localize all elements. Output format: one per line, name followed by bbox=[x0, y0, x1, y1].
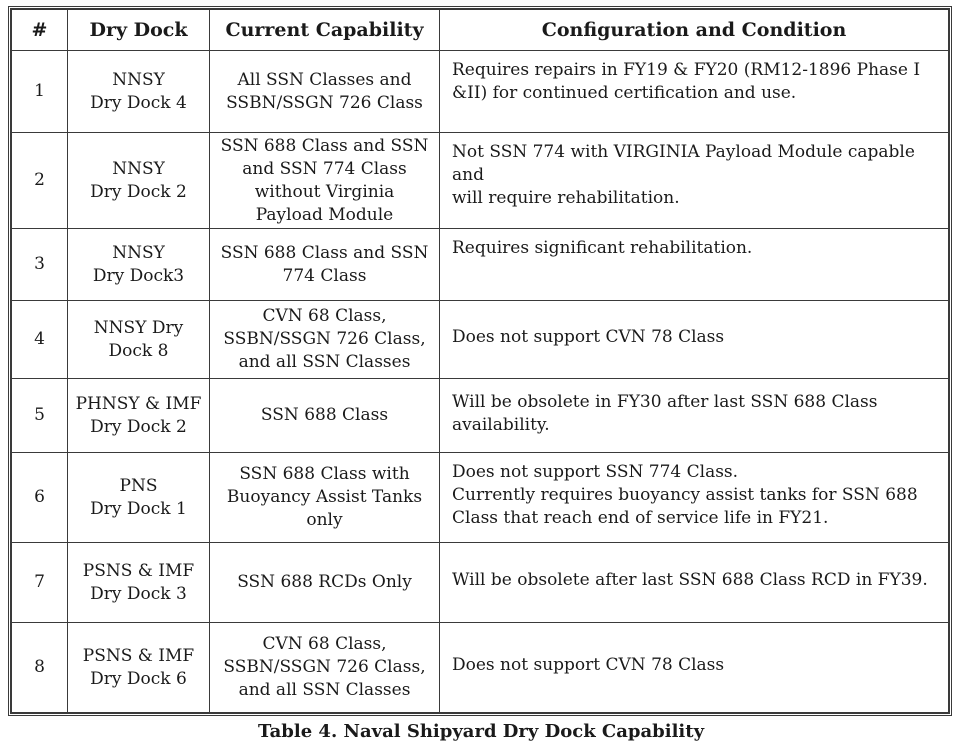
capability-cell bbox=[210, 229, 440, 301]
capability-line: SSN 688 Class with bbox=[239, 464, 410, 484]
dry-dock-cell bbox=[68, 543, 210, 623]
configuration-cell bbox=[440, 623, 949, 713]
dry-dock-cell bbox=[68, 453, 210, 543]
table-row bbox=[12, 229, 949, 301]
configuration-cell bbox=[440, 543, 949, 623]
row-number: 2 bbox=[12, 133, 68, 229]
table-row bbox=[12, 301, 949, 379]
capability-line: SSBN/SSGN 726 Class, bbox=[223, 329, 426, 349]
table-row bbox=[12, 623, 949, 713]
configuration-line: Does not support CVN 78 Class bbox=[452, 655, 725, 675]
configuration-line: Class that reach end of service life in FY21. bbox=[452, 508, 829, 528]
capability-cell bbox=[210, 301, 440, 379]
configuration-cell bbox=[440, 379, 949, 453]
configuration-cell bbox=[440, 453, 949, 543]
table-row bbox=[12, 453, 949, 543]
capability-line: Payload Module bbox=[255, 204, 394, 225]
table-row bbox=[12, 379, 949, 453]
capability-line: and all SSN Classes bbox=[238, 352, 411, 372]
capability-cell bbox=[210, 453, 440, 543]
row-number: 6 bbox=[12, 453, 68, 543]
table-row bbox=[12, 543, 949, 623]
capability-line: CVN 68 Class, bbox=[262, 634, 387, 654]
capability-line: 774 Class bbox=[282, 265, 367, 286]
configuration-line: Does not support CVN 78 Class bbox=[452, 327, 725, 347]
configuration-line: Not SSN 774 with VIRGINIA Payload Module capable and bbox=[452, 142, 915, 185]
dry-dock-cell bbox=[68, 379, 210, 453]
dry-dock-cell bbox=[68, 229, 210, 301]
header-current-capability: Current Capability bbox=[210, 10, 440, 51]
dock-line: Dry Dock 4 bbox=[90, 92, 187, 113]
capability-cell bbox=[210, 379, 440, 453]
configuration-cell bbox=[440, 51, 949, 133]
capability-cell bbox=[210, 51, 440, 133]
dock-line: Dry Dock 2 bbox=[90, 416, 187, 437]
dock-line: Dry Dock 3 bbox=[90, 583, 187, 604]
configuration-line: availability. bbox=[452, 414, 550, 435]
capability-line: SSN 688 Class and SSN bbox=[220, 135, 429, 156]
configuration-line: Will be obsolete after last SSN 688 Class RCD in FY39. bbox=[452, 570, 928, 590]
configuration-line: will require rehabilitation. bbox=[452, 188, 680, 208]
dock-line: Dry Dock3 bbox=[92, 265, 185, 286]
dry-dock-capability-table bbox=[11, 9, 949, 713]
dock-line: Dry Dock 6 bbox=[90, 668, 187, 689]
configuration-line: Does not support SSN 774 Class. bbox=[452, 462, 739, 482]
capability-line: without Virginia bbox=[254, 181, 395, 202]
dry-dock-cell bbox=[68, 133, 210, 229]
dock-line: PNS bbox=[119, 475, 158, 496]
dry-dock-cell bbox=[68, 623, 210, 713]
capability-line: SSN 688 RCDs Only bbox=[237, 572, 412, 592]
dock-line: Dry Dock 1 bbox=[90, 498, 187, 519]
capability-line: only bbox=[306, 510, 343, 530]
dry-dock-cell bbox=[68, 51, 210, 133]
capability-line: and SSN 774 Class bbox=[242, 158, 407, 179]
capability-line: All SSN Classes and bbox=[237, 69, 412, 90]
row-number: 1 bbox=[12, 51, 68, 133]
capability-line: Buoyancy Assist Tanks bbox=[226, 487, 423, 507]
row-number: 8 bbox=[12, 623, 68, 713]
dry-dock-cell bbox=[68, 301, 210, 379]
capability-line: SSN 688 Class and SSN bbox=[220, 242, 429, 263]
header-dry-dock: Dry Dock bbox=[68, 10, 210, 51]
capability-cell bbox=[210, 623, 440, 713]
dock-line: PSNS & IMF bbox=[82, 645, 195, 666]
capability-line: CVN 68 Class, bbox=[262, 306, 387, 326]
dock-line: NNSY bbox=[112, 69, 165, 90]
dock-line: NNSY Dry bbox=[93, 317, 184, 338]
row-number: 3 bbox=[12, 229, 68, 301]
row-number: 5 bbox=[12, 379, 68, 453]
header-row bbox=[12, 10, 949, 51]
dock-line: PSNS & IMF bbox=[82, 560, 195, 581]
configuration-line: Currently requires buoyancy assist tanks for SSN 688 bbox=[452, 485, 918, 505]
configuration-line: Requires significant rehabilitation. bbox=[452, 238, 753, 258]
capability-line: SSBN/SSGN 726 Class, bbox=[223, 657, 426, 677]
dock-line: NNSY bbox=[112, 158, 165, 179]
capability-cell bbox=[210, 133, 440, 229]
dry-dock-table bbox=[8, 6, 952, 716]
dock-line: NNSY bbox=[112, 242, 165, 263]
configuration-cell bbox=[440, 301, 949, 379]
row-number: 7 bbox=[12, 543, 68, 623]
configuration-line: Will be obsolete in FY30 after last SSN 688 Class bbox=[452, 391, 878, 412]
header-num: # bbox=[12, 10, 68, 51]
configuration-line: &II) for continued certification and use. bbox=[452, 83, 797, 103]
table-row bbox=[12, 51, 949, 133]
row-number: 4 bbox=[12, 301, 68, 379]
capability-cell bbox=[210, 543, 440, 623]
table-caption: Table 4. Naval Shipyard Dry Dock Capability bbox=[257, 721, 705, 742]
capability-line: SSN 688 Class bbox=[260, 405, 389, 425]
header-configuration-condition: Configuration and Condition bbox=[440, 10, 949, 51]
configuration-cell bbox=[440, 133, 949, 229]
dock-line: Dock 8 bbox=[108, 340, 169, 361]
table-row bbox=[12, 133, 949, 229]
dock-line: Dry Dock 2 bbox=[90, 181, 187, 202]
capability-line: and all SSN Classes bbox=[238, 680, 411, 700]
capability-line: SSBN/SSGN 726 Class bbox=[226, 92, 423, 113]
dock-line: PHNSY & IMF bbox=[75, 393, 202, 414]
configuration-cell bbox=[440, 229, 949, 301]
configuration-line: Requires repairs in FY19 & FY20 (RM12-1896 Phase I bbox=[452, 60, 921, 80]
